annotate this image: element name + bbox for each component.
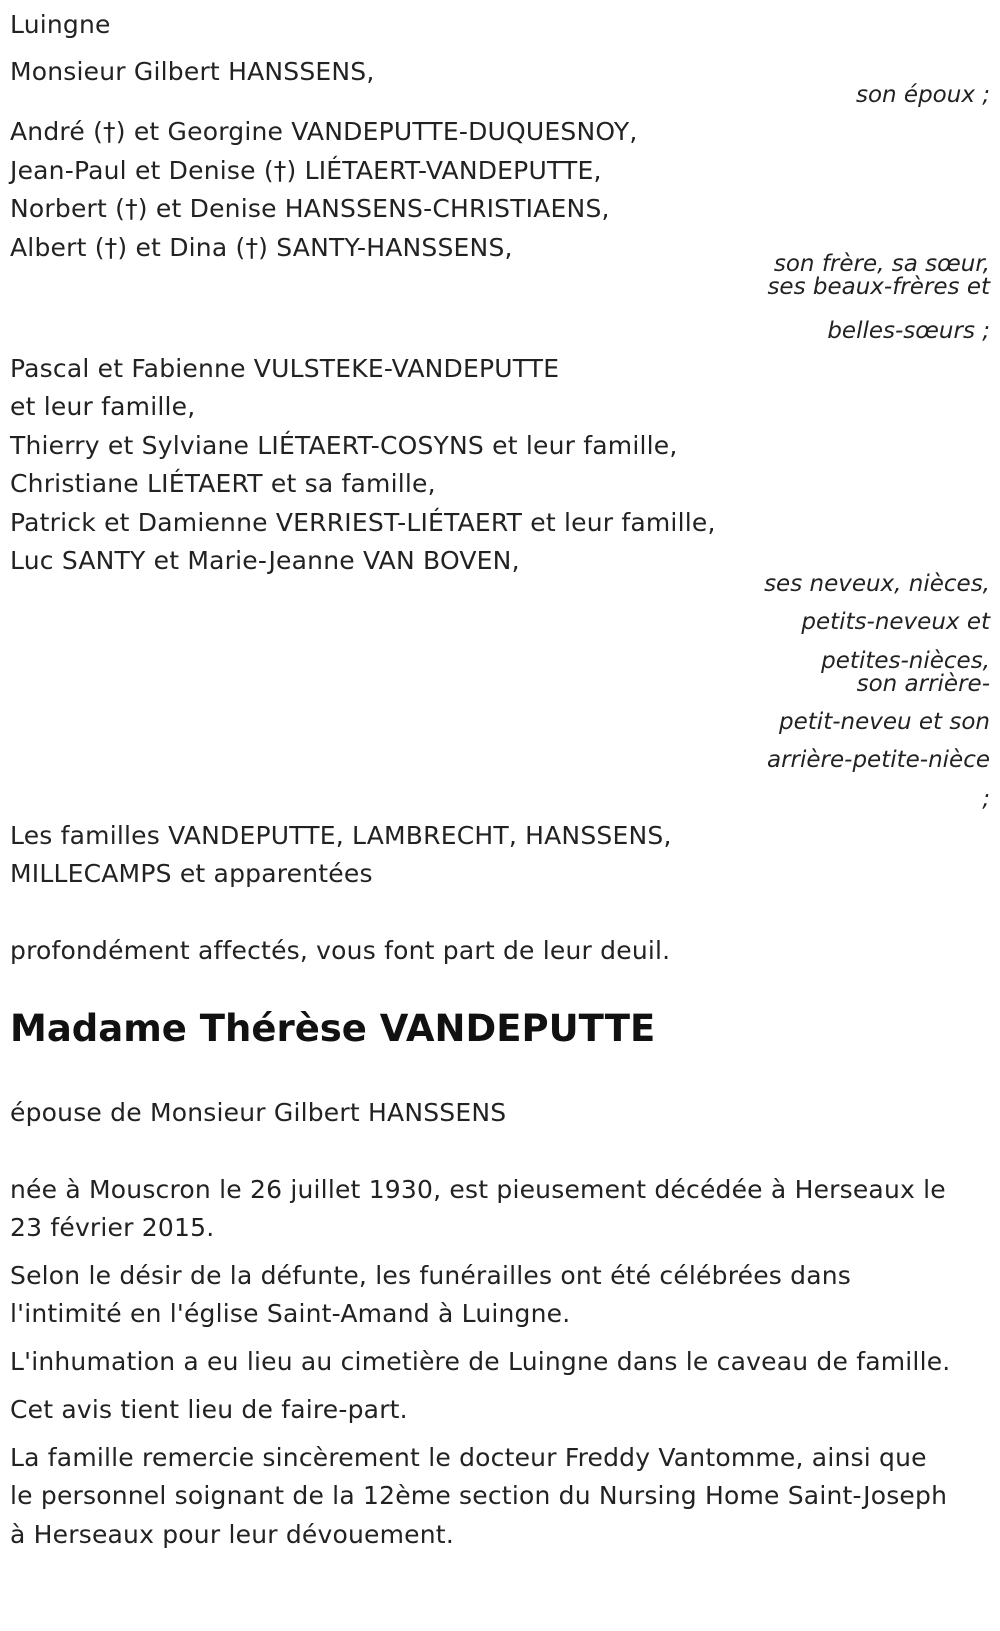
birth-death-line: 23 février 2015. [10,1213,215,1242]
siblings-role-line: belles-sœurs ; [827,318,990,344]
nephews-role-line: petits-neveux et [801,609,990,635]
funeral-line: Selon le désir de la défunte, les funérailles ont été célébrées dans [10,1261,852,1290]
burial-text: L'inhumation a eu lieu au cimetière de Luingne dans le caveau de famille. [10,1347,951,1376]
siblings-role-line: ses beaux-frères et [767,274,990,300]
sibling-line: Jean-Paul et Denise (†) LIÉTAERT-VANDEPUTTE, [10,156,602,185]
deceased-relation: épouse de Monsieur Gilbert HANSSENS [10,1098,507,1127]
notice-text: Cet avis tient lieu de faire-part. [10,1395,408,1424]
spouse-name: Monsieur Gilbert HANSSENS, [10,57,375,86]
nephew-line: Christiane LIÉTAERT et sa famille, [10,469,436,498]
funeral-line: l'intimité en l'église Saint-Amand à Luingne. [10,1299,571,1328]
sibling-line: Albert (†) et Dina (†) SANTY-HANSSENS, [10,233,513,262]
deceased-name: Madame Thérèse VANDEPUTTE [10,1007,656,1050]
families-line: Les familles VANDEPUTTE, LAMBRECHT, HANSSENS, [10,821,672,850]
families-line: MILLECAMPS et apparentées [10,859,373,888]
place-name: Luingne [10,10,111,39]
siblings-role-line: son frère, sa sœur, [773,251,990,277]
sibling-line: André (†) et Georgine VANDEPUTTE-DUQUESNOY, [10,117,638,146]
nephews-role-line: arrière-petite-nièce [767,747,990,773]
nephews-role-line: ses neveux, nièces, [764,571,990,597]
thanks-line: La famille remercie sincèrement le docteur Freddy Vantomme, ainsi que [10,1443,927,1472]
announcement-text: profondément affectés, vous font part de leur deuil. [10,936,671,965]
nephew-line: et leur famille, [10,392,196,421]
thanks-line: le personnel soignant de la 12ème section du Nursing Home Saint-Joseph [10,1481,948,1510]
birth-death-line: née à Mouscron le 26 juillet 1930, est pieusement décédée à Herseaux le [10,1175,946,1204]
nephews-role-line: petites-nièces, [821,648,990,674]
nephew-line: Luc SANTY et Marie-Jeanne VAN BOVEN, [10,546,520,575]
spouse-role: son époux ; [855,82,990,108]
sibling-line: Norbert (†) et Denise HANSSENS-CHRISTIAENS, [10,194,610,223]
nephew-line: Thierry et Sylviane LIÉTAERT-COSYNS et leur famille, [10,431,678,460]
thanks-line: à Herseaux pour leur dévouement. [10,1520,454,1549]
nephews-role-line: petit-neveu et son [779,709,990,735]
nephews-role-line: ; [982,786,990,812]
nephew-line: Pascal et Fabienne VULSTEKE-VANDEPUTTE [10,354,560,383]
nephews-role-line: son arrière- [856,671,990,697]
nephew-line: Patrick et Damienne VERRIEST-LIÉTAERT et leur famille, [10,508,716,537]
